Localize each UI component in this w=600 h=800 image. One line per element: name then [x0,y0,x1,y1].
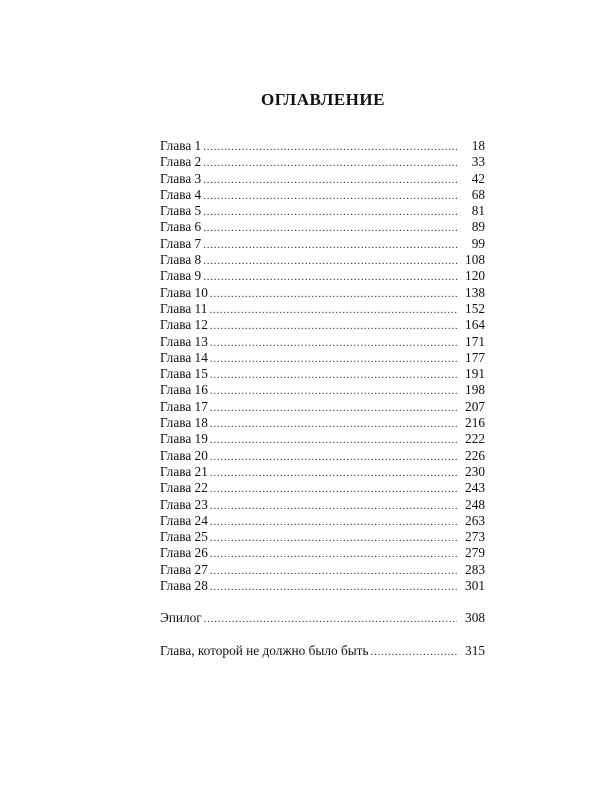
toc-entry-page-number: 308 [465,610,485,626]
dot-leader [210,481,457,497]
toc-entry-label: Глава 28 [160,578,208,594]
toc-entry-label: Глава 25 [160,529,208,545]
toc-entry-chapter-15[interactable] [160,366,485,382]
toc-entry-label: Глава 22 [160,480,208,496]
toc-entry-label: Глава 15 [160,366,208,382]
toc-entry-label: Глава 8 [160,252,202,268]
toc-entry-page-number: 177 [465,349,485,365]
toc-entry-chapter-10[interactable] [160,285,485,301]
toc-entry-chapter-22[interactable] [160,480,485,496]
toc-entry-page-number: 138 [465,284,485,300]
toc-entry-label: Глава 1 [160,138,202,153]
dot-leader [210,318,457,334]
dot-leader [210,514,457,530]
toc-entry-label: Глава 6 [160,219,202,235]
dot-leader [210,351,457,367]
toc-entry-chapter-5[interactable] [160,203,485,219]
dot-leader [210,286,457,302]
toc-entry-chapter-28[interactable] [160,578,485,594]
dot-leader [203,188,457,204]
toc-entry-page-number: 216 [465,415,485,431]
toc-entry-page-number: 301 [465,578,485,594]
toc-entry-page-number: 120 [465,268,485,284]
toc-entry-page-number: 164 [465,317,485,333]
toc-entry-chapter-19[interactable] [160,431,485,447]
toc-entry-label: Глава 13 [160,333,208,349]
toc-entry-epilogue[interactable] [160,610,485,626]
toc-entry-chapter-27[interactable] [160,562,485,578]
dot-leader [203,172,457,188]
dot-leader [210,579,457,595]
toc-entry-label: Глава 20 [160,447,208,463]
toc-entry-page-number: 273 [465,529,485,545]
toc-entry-chapter-12[interactable] [160,317,485,333]
toc-entry-page-number: 99 [471,235,485,251]
dot-leader [210,400,457,416]
dot-leader [210,465,457,481]
toc-entry-label: Глава 21 [160,463,208,479]
dot-leader [210,546,457,562]
dot-leader [203,269,457,285]
toc-entry-page-number: 222 [465,431,485,447]
dot-leader [209,302,457,318]
toc-entry-chapter-9[interactable] [160,268,485,284]
toc-entry-page-number: 81 [471,203,485,219]
dot-leader [210,383,457,399]
toc-entry-page-number: 230 [465,463,485,479]
toc-entry-label: Глава 14 [160,349,208,365]
toc-entry-page-number: 243 [465,480,485,496]
toc-entry-label: Глава 4 [160,186,202,202]
toc-entry-chapter-17[interactable] [160,399,485,415]
dot-leader [210,416,457,432]
dot-leader [204,611,457,627]
toc-entry-page-number: 18 [471,138,485,153]
toc-entry-label: Глава 17 [160,398,208,414]
toc-entry-page-number: 68 [471,186,485,202]
toc-spacer [160,594,485,610]
toc-entry-page-number: 263 [465,512,485,528]
toc-entry-page-number: 283 [465,561,485,577]
dot-leader [210,335,457,351]
toc-entry-label: Глава 2 [160,154,202,170]
toc-entry-page-number: 33 [471,154,485,170]
toc-entry-chapter-25[interactable] [160,529,485,545]
toc-entry-chapter-14[interactable] [160,350,485,366]
toc-entry-chapter-20[interactable] [160,448,485,464]
toc-entry-label: Эпилог [160,610,202,626]
dot-leader [210,498,457,514]
toc-entry-label: Глава, которой не должно было быть [160,642,369,658]
toc-entry-chapter-18[interactable] [160,415,485,431]
toc-entry-label: Глава 9 [160,268,202,284]
toc-entry-page-number: 226 [465,447,485,463]
dot-leader [210,367,457,383]
toc-entry-label: Глава 5 [160,203,202,219]
toc-entry-page-number: 279 [465,545,485,561]
toc-entry-chapter-26[interactable] [160,545,485,561]
toc-entry-chapter-13[interactable] [160,334,485,350]
toc-entry-page-number: 42 [471,170,485,186]
toc-entry-chapter-16[interactable] [160,382,485,398]
toc-heading: ОГЛАВЛЕНИЕ [261,90,385,109]
toc-entry-chapter-3[interactable] [160,171,485,187]
toc-entry-chapter-4[interactable] [160,187,485,203]
toc-entry-chapter-11[interactable] [160,301,485,317]
dot-leader [371,644,457,660]
toc-entry-label: Глава 26 [160,545,208,561]
toc-entry-label: Глава 10 [160,284,208,300]
dot-leader [210,530,457,546]
toc-entry-chapter-1[interactable] [160,138,485,154]
toc-entry-page-number: 315 [465,642,485,658]
dot-leader [203,155,457,171]
toc-entry-chapter-24[interactable] [160,513,485,529]
dot-leader [210,449,457,465]
dot-leader [203,220,457,236]
dot-leader [203,204,457,220]
toc-entry-label: Глава 12 [160,317,208,333]
toc-entry-chapter-7[interactable] [160,236,485,252]
toc-entry-label: Глава 11 [160,300,208,316]
toc-entry-chapter-23[interactable] [160,497,485,513]
dot-leader [210,563,457,579]
toc-entry-label: Глава 7 [160,235,202,251]
table-of-contents [160,138,485,659]
toc-entry-page-number: 89 [471,219,485,235]
toc-entry-chapter-2[interactable] [160,154,485,170]
toc-entry-label: Глава 23 [160,496,208,512]
toc-entry-page-number: 152 [465,300,485,316]
toc-entry-page-number: 207 [465,398,485,414]
toc-entry-label: Глава 27 [160,561,208,577]
toc-entry-page-number: 171 [465,333,485,349]
toc-entry-label: Глава 18 [160,415,208,431]
toc-entry-page-number: 191 [465,366,485,382]
dot-leader [203,237,457,253]
dot-leader [203,253,457,269]
toc-entry-chapter-21[interactable] [160,464,485,480]
toc-entry-page-number: 198 [465,382,485,398]
dot-leader [210,432,457,448]
toc-entry-label: Глава 16 [160,382,208,398]
toc-entry-chapter-8[interactable] [160,252,485,268]
toc-entry-page-number: 248 [465,496,485,512]
toc-entry-label: Глава 3 [160,170,202,186]
toc-entry-page-number: 108 [465,252,485,268]
toc-entry-chapter-6[interactable] [160,219,485,235]
toc-entry-extra-chapter[interactable] [160,643,485,659]
dot-leader [203,139,457,155]
toc-spacer [160,627,485,643]
toc-entry-label: Глава 19 [160,431,208,447]
toc-entry-label: Глава 24 [160,512,208,528]
